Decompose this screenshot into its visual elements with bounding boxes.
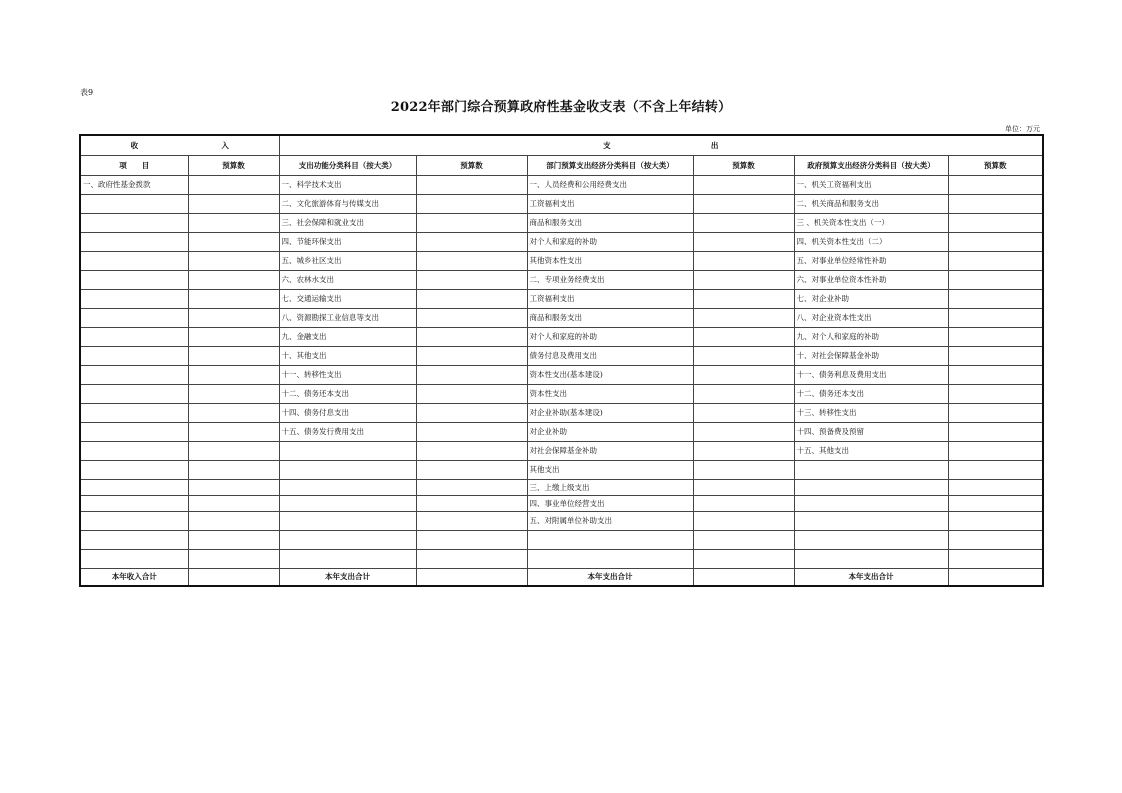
func-budget-cell xyxy=(416,512,527,531)
table-row xyxy=(80,512,1043,531)
dept-econ-cell: 五、对附属单位补助支出 xyxy=(527,512,693,531)
income-budget-cell xyxy=(188,512,279,531)
func-class-cell: 一、科学技术支出 xyxy=(279,176,416,195)
table-row xyxy=(80,309,1043,328)
func-class-cell: 六、农林水支出 xyxy=(279,271,416,290)
income-item-cell xyxy=(80,512,188,531)
dept-budget-cell xyxy=(693,271,794,290)
dept-econ-cell: 一、人员经费和公用经费支出 xyxy=(527,176,693,195)
income-budget-cell xyxy=(188,309,279,328)
func-budget-cell xyxy=(416,385,527,404)
gov-econ-cell: 五、对事业单位经常性补助 xyxy=(794,252,948,271)
table-row xyxy=(80,328,1043,347)
table-row xyxy=(80,347,1043,366)
gov-budget-cell xyxy=(948,309,1043,328)
gov-econ-cell: 九、对个人和家庭的补助 xyxy=(794,328,948,347)
expense-section-header xyxy=(279,135,1043,156)
gov-econ-cell: 八、对企业资本性支出 xyxy=(794,309,948,328)
income-budget-cell xyxy=(188,550,279,569)
dept-budget-cell xyxy=(693,309,794,328)
dept-budget-cell xyxy=(693,385,794,404)
col-header-budget-2: 预算数 xyxy=(416,156,527,176)
dept-econ-cell: 四、事业单位经营支出 xyxy=(527,496,693,512)
func-class-cell: 八、资源勘探工业信息等支出 xyxy=(279,309,416,328)
dept-econ-cell: 对企业补助 xyxy=(527,423,693,442)
income-budget-cell xyxy=(188,461,279,480)
table-number-label: 表9 xyxy=(80,88,94,97)
dept-econ-cell: 商品和服务支出 xyxy=(527,214,693,233)
gov-econ-cell: 十三、转移性支出 xyxy=(794,404,948,423)
dept-budget-cell xyxy=(693,423,794,442)
gov-econ-cell xyxy=(794,496,948,512)
income-item-cell xyxy=(80,309,188,328)
gov-budget-cell xyxy=(948,366,1043,385)
gov-budget-cell xyxy=(948,404,1043,423)
func-budget-cell xyxy=(416,347,527,366)
page-title: 2022年部门综合预算政府性基金收支表（不含上年结转） xyxy=(390,100,732,115)
income-budget-cell xyxy=(188,404,279,423)
expense-total-label-2: 本年支出合计 xyxy=(527,569,693,587)
col-header-item: 项 目 xyxy=(80,156,188,176)
unit-label: 单位：万元 xyxy=(1005,125,1040,133)
income-item-cell xyxy=(80,252,188,271)
income-item-cell xyxy=(80,480,188,496)
gov-budget-cell xyxy=(948,252,1043,271)
func-class-cell xyxy=(279,531,416,550)
col-header-gov-econ: 政府预算支出经济分类科目（按大类） xyxy=(794,156,948,176)
gov-budget-cell xyxy=(948,442,1043,461)
dept-econ-cell: 三、上缴上级支出 xyxy=(527,480,693,496)
table-row xyxy=(80,271,1043,290)
col-header-func-class: 支出功能分类科目（按大类） xyxy=(279,156,416,176)
dept-econ-cell: 其他资本性支出 xyxy=(527,252,693,271)
income-total-label: 本年收入合计 xyxy=(80,569,188,587)
income-item-cell xyxy=(80,195,188,214)
dept-econ-cell: 对个人和家庭的补助 xyxy=(527,328,693,347)
gov-econ-cell xyxy=(794,550,948,569)
dept-econ-cell: 二、专项业务经费支出 xyxy=(527,271,693,290)
dept-econ-cell: 资本性支出(基本建设) xyxy=(527,366,693,385)
dept-econ-cell: 工资福利支出 xyxy=(527,290,693,309)
income-budget-cell xyxy=(188,233,279,252)
gov-budget-cell xyxy=(948,290,1043,309)
dept-budget-cell xyxy=(693,290,794,309)
dept-budget-cell xyxy=(693,347,794,366)
table-row xyxy=(80,404,1043,423)
income-item-cell xyxy=(80,423,188,442)
table-row xyxy=(80,366,1043,385)
func-class-cell: 五、城乡社区支出 xyxy=(279,252,416,271)
func-class-cell: 三、社会保障和就业支出 xyxy=(279,214,416,233)
table-row xyxy=(80,480,1043,496)
table-row xyxy=(80,233,1043,252)
income-item-cell xyxy=(80,531,188,550)
income-item-cell xyxy=(80,461,188,480)
func-budget-cell xyxy=(416,423,527,442)
income-item-cell xyxy=(80,366,188,385)
income-item-cell xyxy=(80,328,188,347)
func-class-cell: 十五、债务发行费用支出 xyxy=(279,423,416,442)
gov-budget-cell xyxy=(948,328,1043,347)
func-class-cell: 十四、债务付息支出 xyxy=(279,404,416,423)
gov-budget-cell xyxy=(948,195,1043,214)
func-class-cell xyxy=(279,512,416,531)
income-budget-cell xyxy=(188,496,279,512)
income-budget-cell xyxy=(188,271,279,290)
dept-econ-cell: 资本性支出 xyxy=(527,385,693,404)
func-class-cell xyxy=(279,461,416,480)
gov-budget-cell xyxy=(948,496,1043,512)
col-header-budget-4: 预算数 xyxy=(948,156,1043,176)
income-budget-cell xyxy=(188,252,279,271)
func-class-cell xyxy=(279,496,416,512)
expense-total-value-2 xyxy=(693,569,794,587)
income-budget-cell xyxy=(188,347,279,366)
dept-econ-cell: 其他支出 xyxy=(527,461,693,480)
table-row xyxy=(80,385,1043,404)
dept-econ-cell xyxy=(527,531,693,550)
gov-budget-cell xyxy=(948,480,1043,496)
func-budget-cell xyxy=(416,496,527,512)
gov-budget-cell xyxy=(948,176,1043,195)
dept-budget-cell xyxy=(693,252,794,271)
func-class-cell xyxy=(279,550,416,569)
income-budget-cell xyxy=(188,531,279,550)
dept-budget-cell xyxy=(693,328,794,347)
func-budget-cell xyxy=(416,195,527,214)
gov-budget-cell xyxy=(948,461,1043,480)
income-budget-cell xyxy=(188,328,279,347)
gov-econ-cell xyxy=(794,480,948,496)
total-row xyxy=(80,569,1043,587)
gov-budget-cell xyxy=(948,550,1043,569)
expense-header-left: 支 xyxy=(603,140,611,150)
income-item-cell xyxy=(80,404,188,423)
func-budget-cell xyxy=(416,328,527,347)
table-row xyxy=(80,550,1043,569)
func-budget-cell xyxy=(416,309,527,328)
gov-econ-cell: 四、机关资本性支出（二） xyxy=(794,233,948,252)
func-budget-cell xyxy=(416,366,527,385)
dept-econ-cell: 商品和服务支出 xyxy=(527,309,693,328)
gov-budget-cell xyxy=(948,233,1043,252)
gov-econ-cell: 十五、其他支出 xyxy=(794,442,948,461)
table-row xyxy=(80,461,1043,480)
func-class-cell: 七、交通运输支出 xyxy=(279,290,416,309)
func-class-cell: 四、节能环保支出 xyxy=(279,233,416,252)
col-header-budget-3: 预算数 xyxy=(693,156,794,176)
dept-budget-cell xyxy=(693,496,794,512)
gov-econ-cell: 十、对社会保障基金补助 xyxy=(794,347,948,366)
header-row-top xyxy=(80,135,1043,156)
income-budget-cell xyxy=(188,290,279,309)
table-row xyxy=(80,423,1043,442)
gov-econ-cell: 二、机关商品和服务支出 xyxy=(794,195,948,214)
func-class-cell xyxy=(279,480,416,496)
func-budget-cell xyxy=(416,271,527,290)
table-row xyxy=(80,195,1043,214)
dept-econ-cell: 对企业补助(基本建设) xyxy=(527,404,693,423)
income-header-left: 收 xyxy=(130,140,139,150)
expense-total-label-1: 本年支出合计 xyxy=(279,569,416,587)
income-budget-cell xyxy=(188,385,279,404)
income-budget-cell xyxy=(188,366,279,385)
table-row xyxy=(80,442,1043,461)
func-budget-cell xyxy=(416,214,527,233)
income-item-cell xyxy=(80,550,188,569)
dept-econ-cell: 债务付息及费用支出 xyxy=(527,347,693,366)
func-budget-cell xyxy=(416,290,527,309)
gov-budget-cell xyxy=(948,347,1043,366)
income-total-value xyxy=(188,569,279,587)
income-budget-cell xyxy=(188,442,279,461)
income-item-cell xyxy=(80,271,188,290)
func-budget-cell xyxy=(416,480,527,496)
dept-budget-cell xyxy=(693,233,794,252)
dept-budget-cell xyxy=(693,531,794,550)
income-item-cell xyxy=(80,496,188,512)
dept-econ-cell: 对个人和家庭的补助 xyxy=(527,233,693,252)
gov-budget-cell xyxy=(948,531,1043,550)
func-class-cell: 二、文化旅游体育与传媒支出 xyxy=(279,195,416,214)
income-budget-cell xyxy=(188,195,279,214)
dept-econ-cell: 工资福利支出 xyxy=(527,195,693,214)
dept-budget-cell xyxy=(693,461,794,480)
gov-econ-cell: 一、机关工资福利支出 xyxy=(794,176,948,195)
dept-budget-cell xyxy=(693,195,794,214)
expense-total-label-3: 本年支出合计 xyxy=(794,569,948,587)
income-budget-cell xyxy=(188,214,279,233)
func-class-cell: 十、其他支出 xyxy=(279,347,416,366)
func-class-cell: 十二、债务还本支出 xyxy=(279,385,416,404)
gov-budget-cell xyxy=(948,271,1043,290)
gov-econ-cell xyxy=(794,512,948,531)
dept-budget-cell xyxy=(693,176,794,195)
table-row xyxy=(80,252,1043,271)
income-budget-cell xyxy=(188,176,279,195)
func-budget-cell xyxy=(416,176,527,195)
dept-budget-cell xyxy=(693,512,794,531)
expense-total-value-1 xyxy=(416,569,527,587)
func-budget-cell xyxy=(416,442,527,461)
expense-total-value-3 xyxy=(948,569,1043,587)
dept-econ-cell: 对社会保障基金补助 xyxy=(527,442,693,461)
dept-budget-cell xyxy=(693,480,794,496)
header-row-columns xyxy=(80,156,1043,176)
func-budget-cell xyxy=(416,233,527,252)
func-class-cell: 九、金融支出 xyxy=(279,328,416,347)
func-class-cell xyxy=(279,442,416,461)
dept-budget-cell xyxy=(693,214,794,233)
income-item-cell xyxy=(80,442,188,461)
dept-budget-cell xyxy=(693,550,794,569)
table-row xyxy=(80,290,1043,309)
income-budget-cell xyxy=(188,423,279,442)
gov-econ-cell: 十二、债务还本支出 xyxy=(794,385,948,404)
func-budget-cell xyxy=(416,531,527,550)
income-header-right: 入 xyxy=(221,140,229,150)
gov-budget-cell xyxy=(948,512,1043,531)
col-header-budget-1: 预算数 xyxy=(188,156,279,176)
gov-econ-cell xyxy=(794,461,948,480)
expense-header-right: 出 xyxy=(710,140,719,150)
func-budget-cell xyxy=(416,461,527,480)
func-class-cell: 十一、转移性支出 xyxy=(279,366,416,385)
gov-econ-cell: 三 、机关资本性支出（一） xyxy=(794,214,948,233)
table-row xyxy=(80,214,1043,233)
income-item-cell xyxy=(80,290,188,309)
budget-table xyxy=(79,134,1044,587)
table-row xyxy=(80,176,1043,195)
income-item-cell xyxy=(80,385,188,404)
table-row xyxy=(80,531,1043,550)
dept-budget-cell xyxy=(693,404,794,423)
income-item-cell: 一、政府性基金拨款 xyxy=(80,176,188,195)
income-item-cell xyxy=(80,233,188,252)
gov-budget-cell xyxy=(948,385,1043,404)
gov-econ-cell: 十四、预备费及预留 xyxy=(794,423,948,442)
table-body xyxy=(80,135,1043,586)
income-item-cell xyxy=(80,214,188,233)
dept-budget-cell xyxy=(693,366,794,385)
gov-econ-cell: 七、对企业补助 xyxy=(794,290,948,309)
func-budget-cell xyxy=(416,550,527,569)
dept-budget-cell xyxy=(693,442,794,461)
func-budget-cell xyxy=(416,404,527,423)
income-budget-cell xyxy=(188,480,279,496)
dept-econ-cell xyxy=(527,550,693,569)
table-row xyxy=(80,496,1043,512)
income-section-header xyxy=(80,135,279,156)
gov-budget-cell xyxy=(948,214,1043,233)
func-budget-cell xyxy=(416,252,527,271)
gov-econ-cell xyxy=(794,531,948,550)
gov-budget-cell xyxy=(948,423,1043,442)
gov-econ-cell: 十一、债务利息及费用支出 xyxy=(794,366,948,385)
col-header-dept-econ: 部门预算支出经济分类科目（按大类） xyxy=(527,156,693,176)
income-item-cell xyxy=(80,347,188,366)
gov-econ-cell: 六、对事业单位资本性补助 xyxy=(794,271,948,290)
